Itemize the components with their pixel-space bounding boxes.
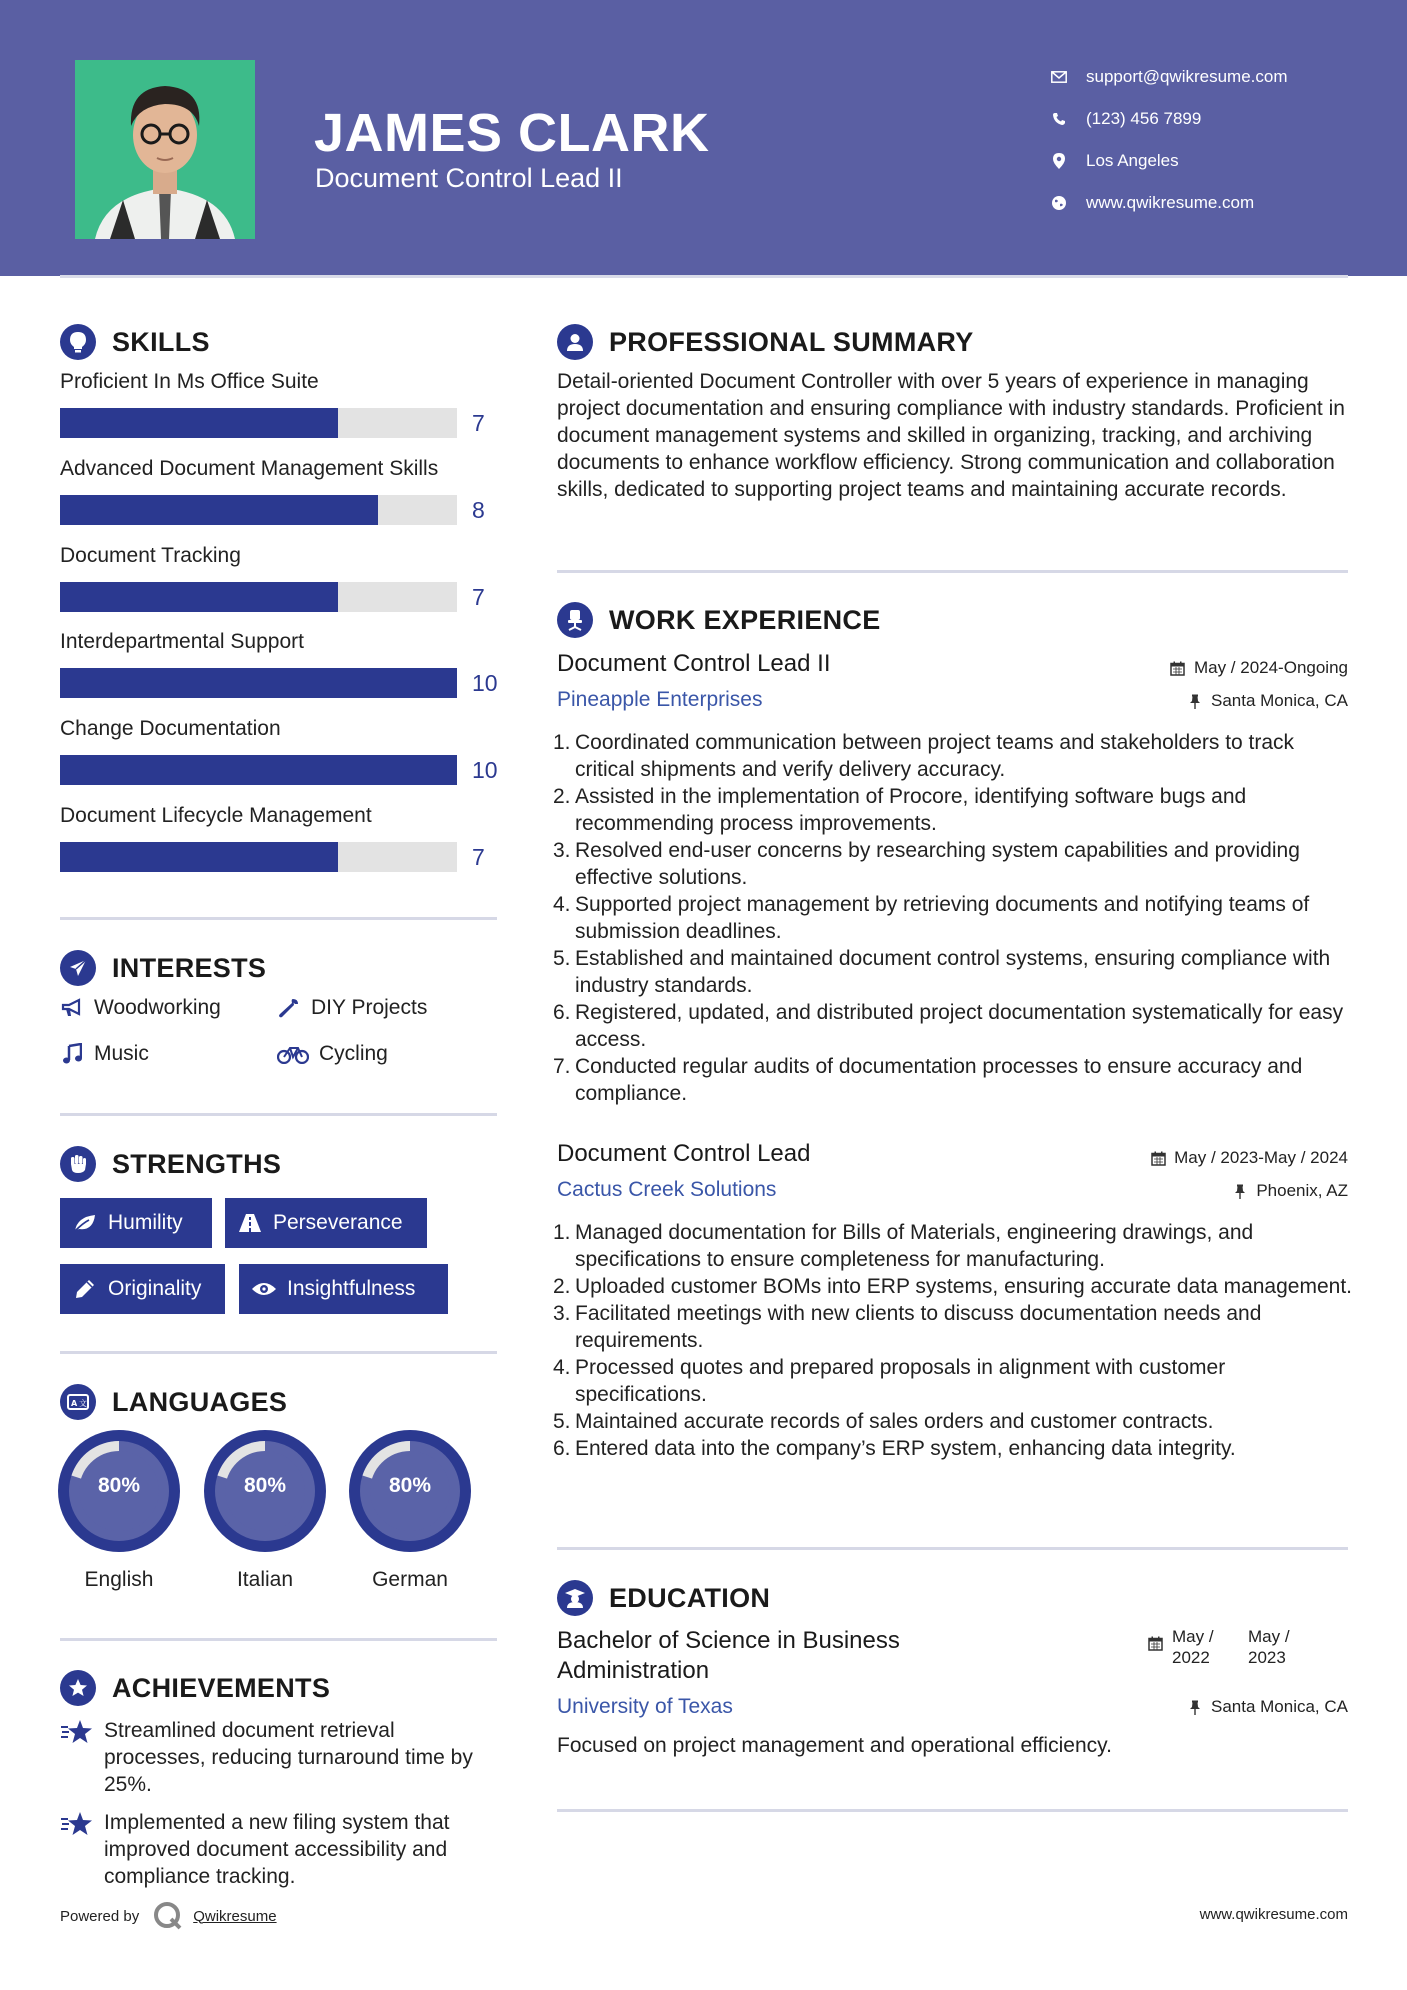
skill-bar: [60, 668, 457, 698]
calendar-icon: [1150, 1150, 1166, 1166]
language-name: Italian: [236, 1568, 294, 1591]
svg-text:A: A: [71, 1399, 78, 1408]
achievement-text: Streamlined document retrieval processes, reducing turnaround time by 25%.: [104, 1719, 473, 1796]
skill-bar-fill: [60, 408, 338, 438]
skill-item: [60, 804, 500, 870]
pushpin-icon: [1187, 1699, 1203, 1715]
skills-title: SKILLS: [112, 326, 210, 357]
education-end-date: May / 2023: [1248, 1627, 1290, 1667]
education-heading: [557, 1580, 770, 1616]
interest-label: Woodworking: [94, 996, 221, 1019]
bullet-text: Uploaded customer BOMs into ERP systems, ensuring accurate data management.: [575, 1275, 1352, 1298]
bullet-number: 3.: [553, 1302, 571, 1325]
skill-item: [60, 717, 500, 783]
skill-item: [60, 370, 500, 436]
pushpin-icon: [1232, 1183, 1248, 1199]
skill-item: [60, 544, 500, 610]
job-bullet: [553, 1354, 1353, 1408]
skill-bar: [60, 582, 457, 612]
strengths-heading: [60, 1146, 281, 1182]
company-name[interactable]: Cactus Creek Solutions: [557, 1178, 777, 1201]
language-name: English: [84, 1568, 154, 1591]
education-location: [1187, 1697, 1348, 1717]
star-badge-icon: [60, 1670, 96, 1706]
bicycle-icon: [277, 1042, 309, 1066]
interests-title: INTERESTS: [112, 952, 267, 983]
candidate-title: Document Control Lead II: [315, 163, 623, 193]
skill-item: [60, 630, 500, 696]
skill-name: Advanced Document Management Skills: [60, 457, 439, 480]
job-bullet: [553, 1053, 1353, 1107]
job-bullet: [553, 1408, 1353, 1435]
interest-label: Music: [94, 1042, 149, 1065]
user-icon: [557, 324, 593, 360]
skill-bar: [60, 408, 457, 438]
job-location-text: Phoenix, AZ: [1256, 1181, 1348, 1200]
bullet-number: 7.: [553, 1055, 571, 1078]
contact-website-text: www.qwikresume.com: [1086, 193, 1255, 212]
skill-value: 10: [472, 757, 498, 783]
job-dates-text: May / 2023-May / 2024: [1174, 1148, 1348, 1167]
school-name[interactable]: University of Texas: [557, 1695, 733, 1718]
calendar-icon: [1148, 1636, 1164, 1652]
skill-name: Interdepartmental Support: [60, 630, 304, 653]
bullet-text: Assisted in the implementation of Procore, identifying software bugs and recommending process improvements.: [575, 785, 1247, 835]
strengths-title: STRENGTHS: [112, 1148, 282, 1179]
bullet-number: 6.: [553, 1437, 571, 1460]
summary-title: PROFESSIONAL SUMMARY: [609, 326, 974, 357]
leaf-icon: [72, 1210, 98, 1236]
calendar-icon: [1170, 660, 1186, 676]
lightbulb-icon: [60, 324, 96, 360]
achievement-item: [60, 1809, 500, 1890]
skill-bar: [60, 495, 457, 525]
skill-name: Document Lifecycle Management: [60, 804, 372, 827]
job-bullet: [553, 729, 1353, 783]
phone-icon: [1050, 110, 1068, 128]
bullet-text: Conducted regular audits of documentation processes to ensure accuracy and compliance.: [575, 1055, 1303, 1105]
qwikresume-logo-icon: [153, 1901, 183, 1931]
degree-title: Bachelor of Science in Business Administration: [557, 1627, 900, 1684]
interest-label: Cycling: [319, 1042, 388, 1065]
skill-value: 7: [472, 584, 485, 610]
section-divider: [557, 570, 1348, 573]
interests-heading: [60, 950, 266, 986]
office-chair-icon: [557, 602, 593, 638]
skill-bar-fill: [60, 842, 338, 872]
skill-value: 10: [472, 670, 498, 696]
achievements-heading: [60, 1670, 330, 1706]
music-note-icon: [60, 1042, 84, 1066]
bullet-number: 2.: [553, 785, 571, 808]
pushpin-icon: [1187, 693, 1203, 709]
paper-plane-icon: [60, 950, 96, 986]
education-location-text: Santa Monica, CA: [1210, 1697, 1348, 1716]
contact-location: [1050, 140, 1288, 182]
star-icon: [60, 1717, 94, 1747]
language-percent: 80%: [243, 1474, 287, 1497]
profile-photo: [75, 60, 255, 239]
strength-label: Humility: [108, 1211, 183, 1234]
job-bullet: [553, 783, 1353, 837]
bullet-number: 1.: [553, 1221, 571, 1244]
contact-phone-text: (123) 456 7899: [1086, 109, 1202, 128]
skill-value: 8: [472, 497, 485, 523]
strength-chip: [60, 1198, 212, 1248]
job-location: [1187, 691, 1348, 711]
section-divider: [557, 1547, 1348, 1550]
job-title: Document Control Lead: [557, 1140, 811, 1167]
bullet-text: Maintained accurate records of sales orders and customer contracts.: [575, 1410, 1214, 1433]
strength-label: Perseverance: [273, 1211, 403, 1234]
wrench-icon: [277, 996, 301, 1020]
bullet-number: 4.: [553, 893, 571, 916]
megaphone-icon: [60, 996, 84, 1020]
bullet-text: Registered, updated, and distributed project documentation systematically for easy access.: [575, 1001, 1344, 1051]
road-icon: [237, 1210, 263, 1236]
summary-heading: [557, 324, 974, 360]
language-percent: 80%: [97, 1474, 141, 1497]
interest-label: DIY Projects: [311, 996, 428, 1019]
summary-text: Detail-oriented Document Controller with over 5 years of experience in managing project documentation and ensuring compliance with industry standards. Proficient in document management systems and skilled in organizing, tracking, and archiving documents to enhance workflow efficiency. Strong communication and collaboration skills, dedicated to supporting project teams and maintaining accurate records.: [557, 370, 1345, 501]
section-divider: [60, 1113, 497, 1116]
job-bullet-list: [553, 729, 1353, 1107]
company-name[interactable]: Pineapple Enterprises: [557, 688, 763, 711]
email-icon: [1050, 68, 1068, 86]
svg-text:文: 文: [79, 1399, 87, 1408]
language-name: German: [372, 1568, 448, 1591]
footer-url[interactable]: www.qwikresume.com: [1199, 1906, 1348, 1923]
job-bullet: [553, 1435, 1353, 1462]
job-bullet: [553, 1273, 1353, 1300]
skill-bar: [60, 755, 457, 785]
contact-website[interactable]: [1050, 182, 1288, 224]
language-item: [204, 1430, 326, 1592]
interest-item: [60, 996, 221, 1020]
contact-location-text: Los Angeles: [1086, 151, 1179, 170]
job-dates-text: May / 2024-Ongoing: [1193, 658, 1348, 677]
contact-list: [1050, 56, 1288, 224]
contact-email-text: support@qwikresume.com: [1086, 67, 1288, 86]
bullet-text: Supported project management by retrieving documents and notifying teams of submission deadlines.: [575, 893, 1310, 943]
fist-icon: [60, 1146, 96, 1182]
interest-item: [60, 1042, 149, 1066]
footer-powered-by: [60, 1901, 277, 1931]
resume-header: [0, 0, 1407, 276]
skill-value: 7: [472, 844, 485, 870]
education-description: Focused on project management and operational efficiency.: [557, 1734, 1112, 1757]
job-title: Document Control Lead II: [557, 650, 831, 677]
strength-chip: [239, 1264, 448, 1314]
bullet-text: Managed documentation for Bills of Materials, engineering drawings, and specifications to ensure completeness for manufacturing.: [575, 1221, 1254, 1271]
languages-title: LANGUAGES: [112, 1386, 288, 1417]
language-item: [349, 1430, 471, 1592]
interest-item: [277, 996, 427, 1020]
job-location: [1232, 1181, 1348, 1201]
language-item: [58, 1430, 180, 1592]
job-bullet-list: [553, 1219, 1353, 1462]
job-bullet: [553, 945, 1353, 999]
skills-heading: [60, 324, 210, 360]
job-bullet: [553, 1219, 1353, 1273]
strength-label: Originality: [108, 1277, 202, 1300]
bullet-number: 3.: [553, 839, 571, 862]
skill-value: 7: [472, 410, 485, 436]
skill-bar-fill: [60, 495, 378, 525]
bullet-number: 2.: [553, 1275, 571, 1298]
bullet-number: 5.: [553, 1410, 571, 1433]
candidate-name: JAMES CLARK: [314, 103, 710, 163]
star-icon: [60, 1809, 94, 1839]
job-bullet: [553, 837, 1353, 891]
strength-label: Insightfulness: [287, 1277, 416, 1300]
skill-bar-fill: [60, 755, 457, 785]
language-icon: [60, 1384, 96, 1420]
strength-chip: [225, 1198, 427, 1248]
section-divider: [557, 1809, 1348, 1812]
bullet-number: 5.: [553, 947, 571, 970]
bullet-text: Processed quotes and prepared proposals in alignment with customer specifications.: [575, 1356, 1226, 1406]
education-start-date: May / 2022: [1172, 1627, 1214, 1667]
bullet-text: Resolved end-user concerns by researching system capabilities and providing effective solutions.: [575, 839, 1300, 889]
section-divider: [60, 1351, 497, 1354]
achievements-title: ACHIEVEMENTS: [112, 1672, 331, 1703]
language-percent: 80%: [388, 1474, 432, 1497]
contact-email[interactable]: [1050, 56, 1288, 98]
languages-heading: [60, 1384, 287, 1420]
section-divider: [60, 1638, 497, 1641]
skill-name: Proficient In Ms Office Suite: [60, 370, 319, 393]
skill-bar-fill: [60, 668, 457, 698]
skill-item: [60, 457, 500, 523]
skill-name: Change Documentation: [60, 717, 281, 740]
achievement-item: [60, 1717, 500, 1798]
skill-name: Document Tracking: [60, 544, 241, 567]
powered-by-text: Powered by: [60, 1907, 140, 1925]
bullet-text: Coordinated communication between project teams and stakeholders to track critical shipments and verify delivery accuracy.: [575, 731, 1295, 781]
job-bullet: [553, 999, 1353, 1053]
bullet-text: Established and maintained document control systems, ensuring compliance with industry standards.: [575, 947, 1331, 997]
skill-bar-fill: [60, 582, 338, 612]
job-dates: [1170, 658, 1348, 678]
bullet-text: Entered data into the company’s ERP system, enhancing data integrity.: [575, 1437, 1236, 1460]
bullet-number: 6.: [553, 1001, 571, 1024]
job-bullet: [553, 891, 1353, 945]
skill-bar: [60, 842, 457, 872]
job-location-text: Santa Monica, CA: [1210, 691, 1348, 710]
bullet-text: Facilitated meetings with new clients to discuss documentation needs and requirements.: [575, 1302, 1262, 1352]
job-dates: [1150, 1148, 1348, 1168]
experience-title: WORK EXPERIENCE: [609, 604, 881, 635]
job-bullet: [553, 1300, 1353, 1354]
education-dates: [1148, 1626, 1300, 1668]
bullet-number: 1.: [553, 731, 571, 754]
achievement-text: Implemented a new filing system that improved document accessibility and compliance tracking.: [104, 1811, 450, 1888]
experience-heading: [557, 602, 881, 638]
header-divider: [60, 275, 1348, 278]
section-divider: [60, 917, 497, 920]
graduate-icon: [557, 1580, 593, 1616]
pencil-icon: [72, 1276, 98, 1302]
qwikresume-link[interactable]: Qwikresume: [193, 1907, 277, 1925]
bullet-number: 4.: [553, 1356, 571, 1379]
interest-item: [277, 1042, 388, 1066]
education-title: EDUCATION: [609, 1582, 771, 1613]
contact-phone[interactable]: [1050, 98, 1288, 140]
globe-icon: [1050, 194, 1068, 212]
eye-icon: [251, 1276, 277, 1302]
location-icon: [1050, 152, 1068, 170]
strength-chip: [60, 1264, 225, 1314]
